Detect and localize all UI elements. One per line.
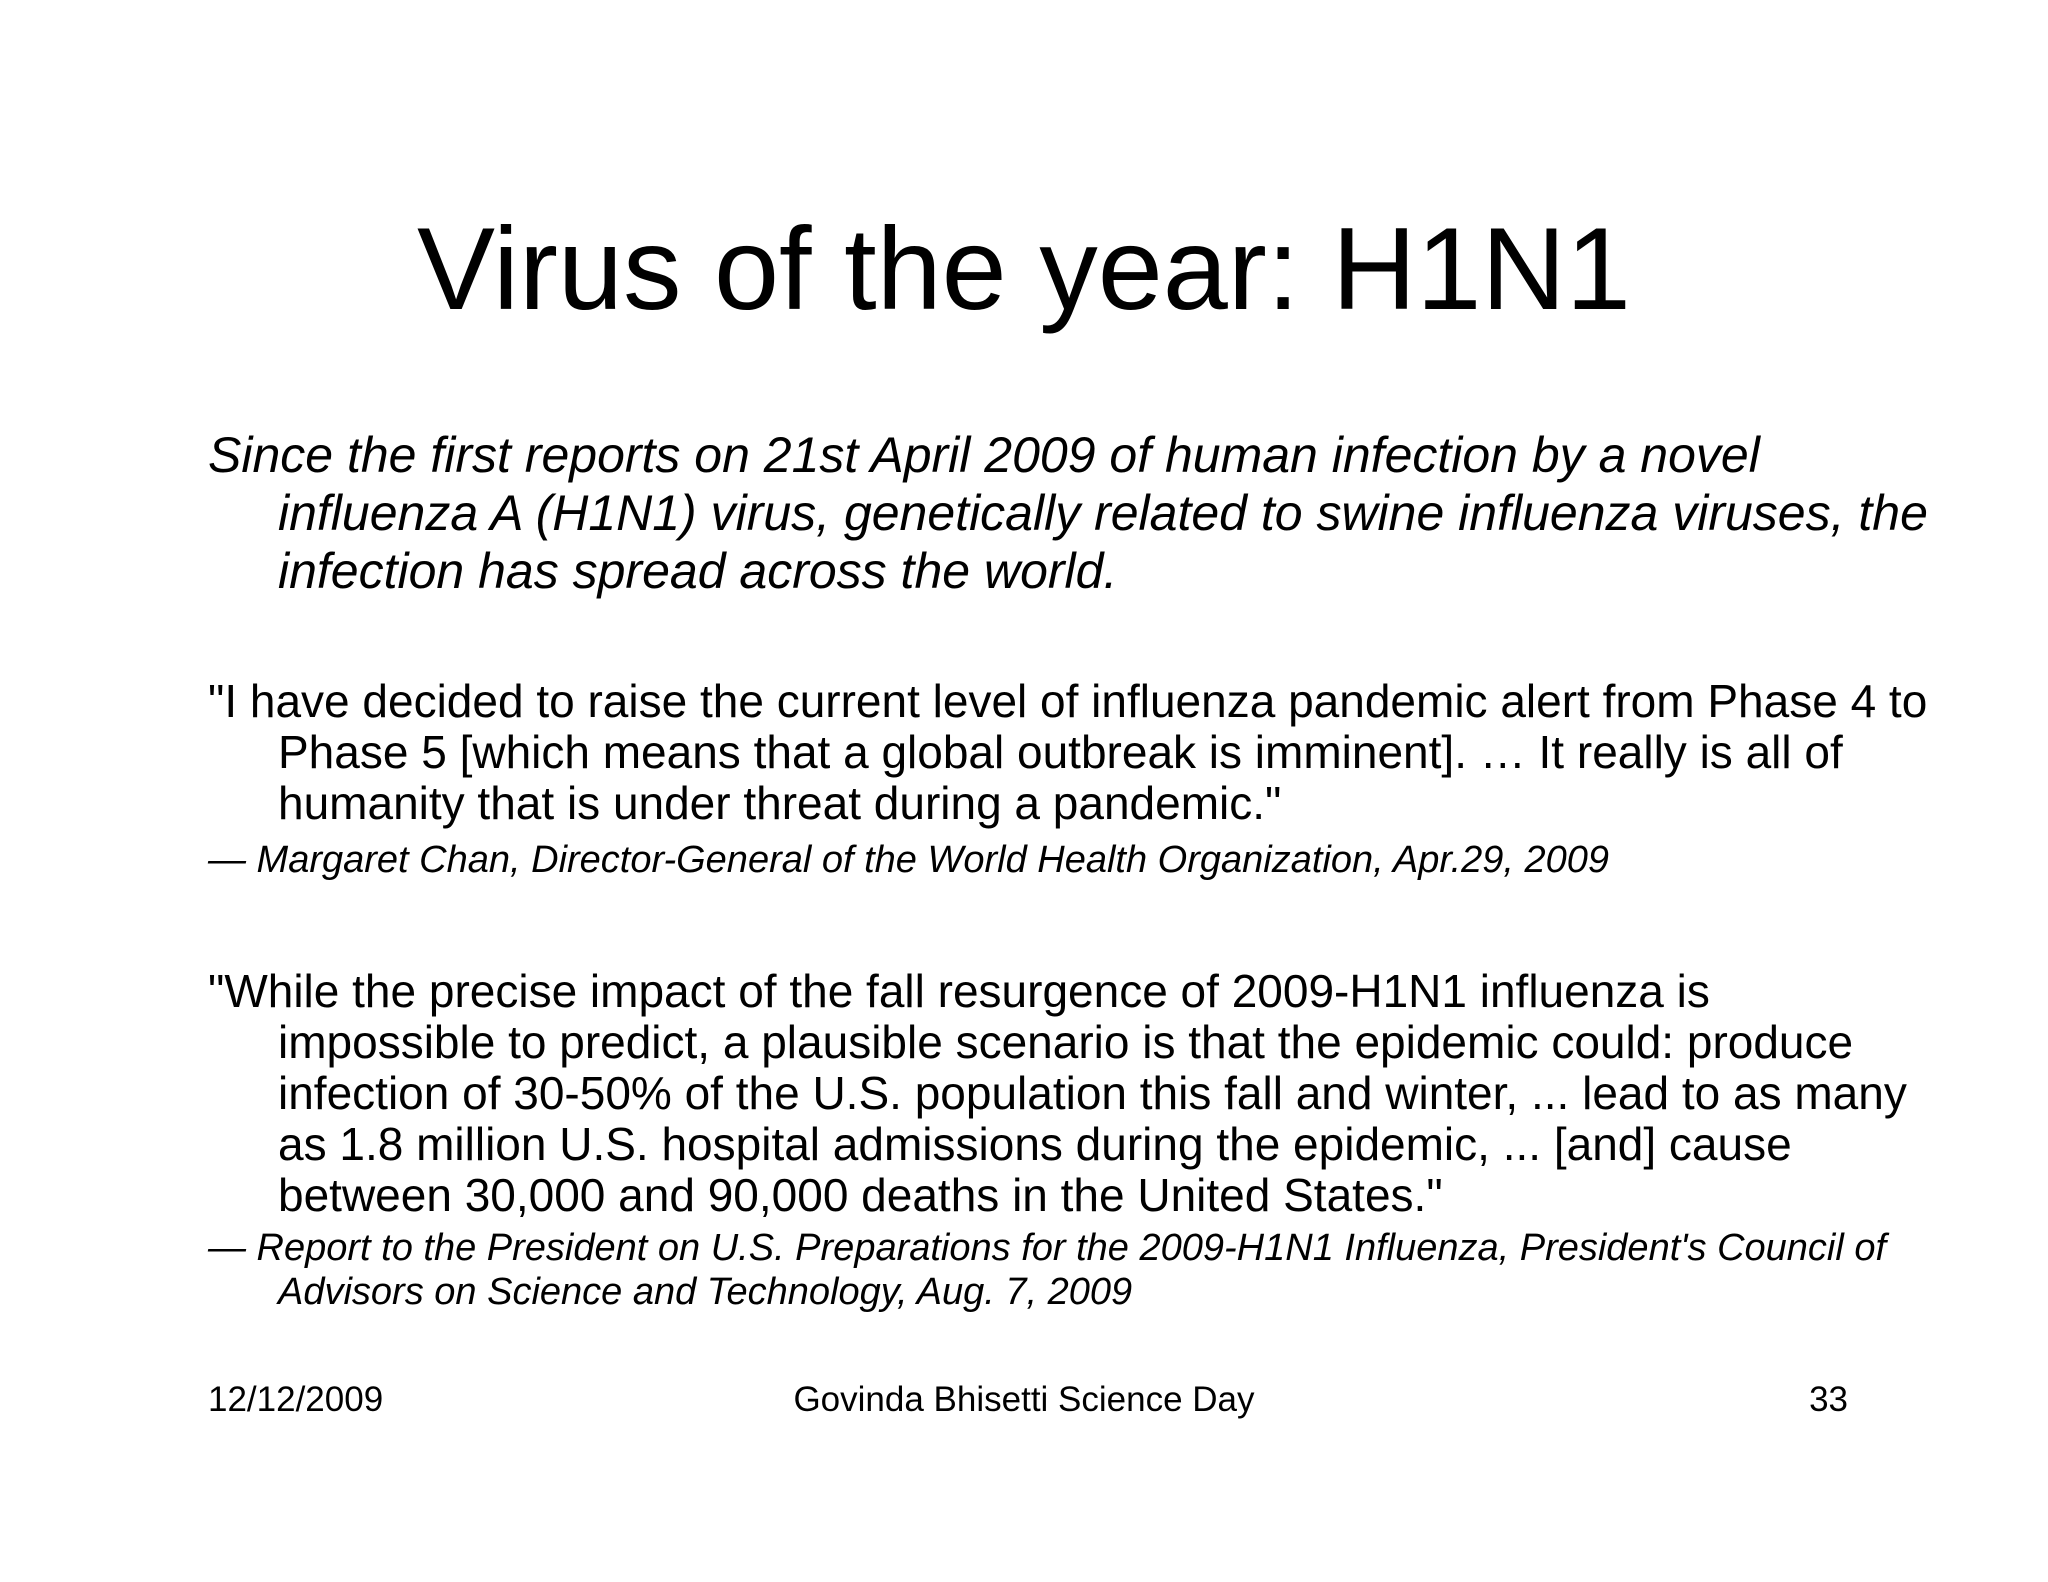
- footer-event: Govinda Bhisetti Science Day: [793, 1380, 1255, 1419]
- quote-who-attribution: — Margaret Chan, Director-General of the World Health Organization, Apr.29, 2009: [208, 839, 1610, 881]
- page-number: 33: [1809, 1380, 1848, 1419]
- slide-title: Virus of the year: H1N1: [417, 203, 1631, 334]
- quote-who: "I have decided to raise the current level of influenza pandemic alert from Phase 4 to Phase 5 [which means that a global outbreak is imminent]. … It really is all of humanity that is under threat during a pandemic.": [208, 675, 1928, 829]
- footer-date: 12/12/2009: [208, 1380, 384, 1419]
- quote-pcast-attribution: — Report to the President on U.S. Preparations for the 2009-H1N1 Influenza, President's Council of Advisors on Science and Technology, Aug. 7, 2009: [208, 1227, 1887, 1313]
- quote-pcast: "While the precise impact of the fall resurgence of 2009-H1N1 influenza is impossible to predict, a plausible scenario is that the epidemic could: produce infection of 30-50% of the U.S. population this fall and winter, ... lead to as many as 1.8 million U.S. hospital admissions during the epidemic, ... [and] cause between 30,000 and 90,000 deaths in the United States.": [208, 965, 1907, 1221]
- intro-paragraph: Since the first reports on 21st April 2009 of human infection by a novel influenza A (H1N1) virus, genetically related to swine influenza viruses, the infection has spread across the world.: [208, 427, 1928, 599]
